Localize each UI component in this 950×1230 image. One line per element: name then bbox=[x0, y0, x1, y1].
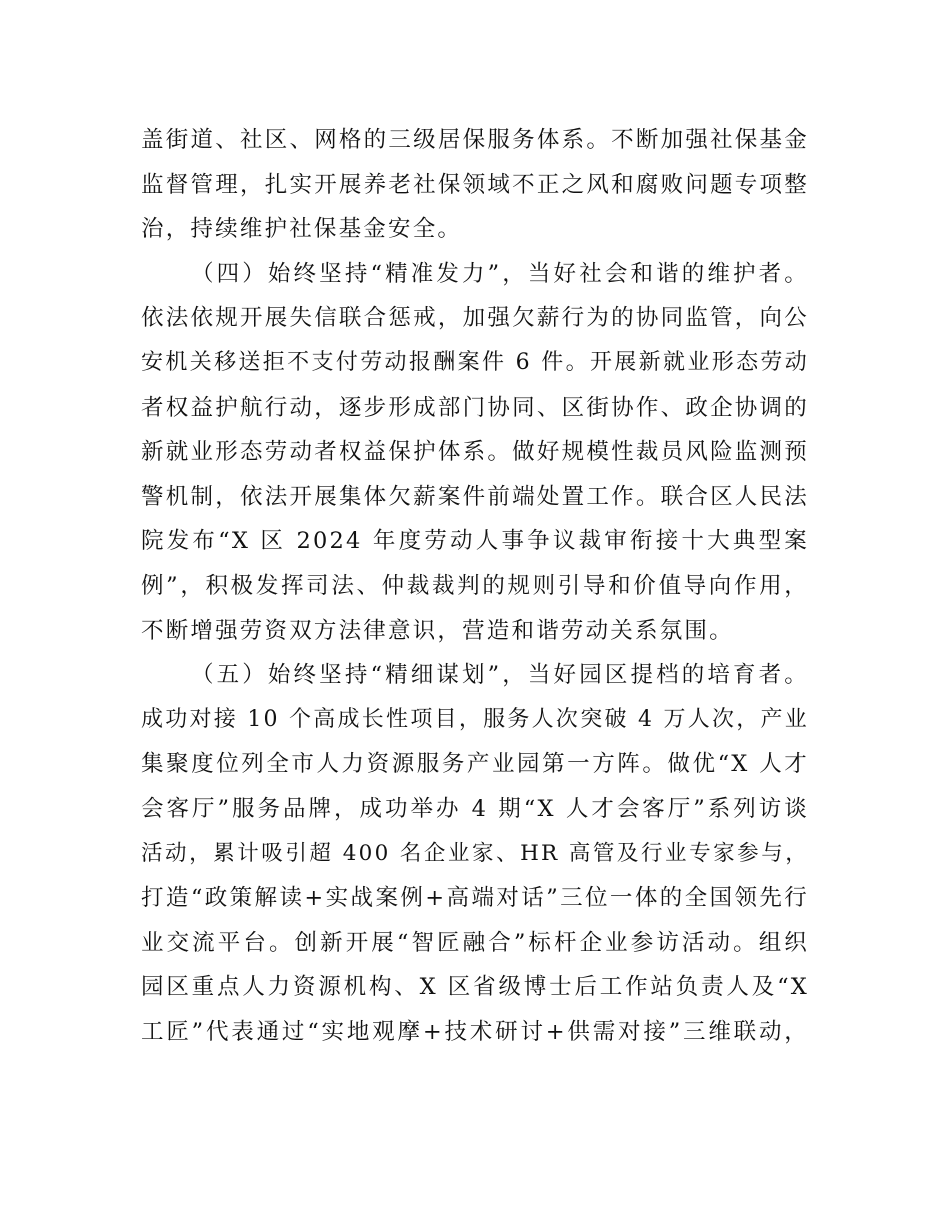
text-line: 依法依规开展失信联合惩戒，加强欠薪行为的协同监管，向公 bbox=[141, 305, 809, 332]
section-heading-line: （四）始终坚持“精准发力”，当好社会和谐的维护者。 bbox=[191, 260, 809, 287]
text-line: 盖街道、社区、网格的三级居保服务体系。不断加强社保基金 bbox=[141, 127, 809, 153]
text-line: 集聚度位列全市人力资源服务产业园第一方阵。做优“X 人才 bbox=[141, 751, 809, 778]
text-line: 警机制，依法开展集体欠薪案件前端处置工作。联合区人民法 bbox=[141, 483, 809, 510]
text-line: 打造“政策解读+实战案例+高端对话”三位一体的全国领先行 bbox=[141, 885, 809, 912]
paragraph-section-4 bbox=[141, 252, 809, 653]
text-line: 园区重点人力资源机构、X 区省级博士后工作站负责人及“X bbox=[141, 974, 809, 1001]
text-line: 新就业形态劳动者权益保护体系。做好规模性裁员风险监测预 bbox=[141, 439, 809, 466]
text-line: 治，持续维护社保基金安全。 bbox=[141, 216, 463, 243]
text-line: 工匠”代表通过“实地观摩+技术研讨+供需对接”三维联动， bbox=[141, 1018, 809, 1045]
paragraph-section-5 bbox=[141, 653, 809, 1054]
text-line: 活动，累计吸引超 400 名企业家、HR 高管及行业专家参与， bbox=[141, 840, 809, 866]
text-line: 成功对接 10 个高成长性项目，服务人次突破 4 万人次，产业 bbox=[141, 706, 809, 732]
text-line: 例”，积极发挥司法、仲裁裁判的规则引导和价值导向作用， bbox=[141, 572, 809, 599]
text-line: 院发布“X 区 2024 年度劳动人事争议裁审衔接十大典型案 bbox=[141, 528, 809, 555]
section-heading-line: （五）始终坚持“精细谋划”，当好园区提档的培育者。 bbox=[191, 662, 809, 689]
text-line: 不断增强劳资双方法律意识，营造和谐劳动关系氛围。 bbox=[141, 617, 734, 644]
text-line: 会客厅”服务品牌，成功举办 4 期“X 人才会客厅”系列访谈 bbox=[141, 795, 809, 822]
text-line: 者权益护航行动，逐步形成部门协同、区街协作、政企协调的 bbox=[141, 394, 809, 421]
text-line: 安机关移送拒不支付劳动报酬案件 6 件。开展新就业形态劳动 bbox=[141, 349, 809, 375]
paragraph-continuation bbox=[141, 118, 809, 252]
text-line: 监督管理，扎实开展养老社保领域不正之风和腐败问题专项整 bbox=[141, 171, 809, 198]
text-line: 业交流平台。创新开展“智匠融合”标杆企业参访活动。组织 bbox=[141, 929, 809, 956]
